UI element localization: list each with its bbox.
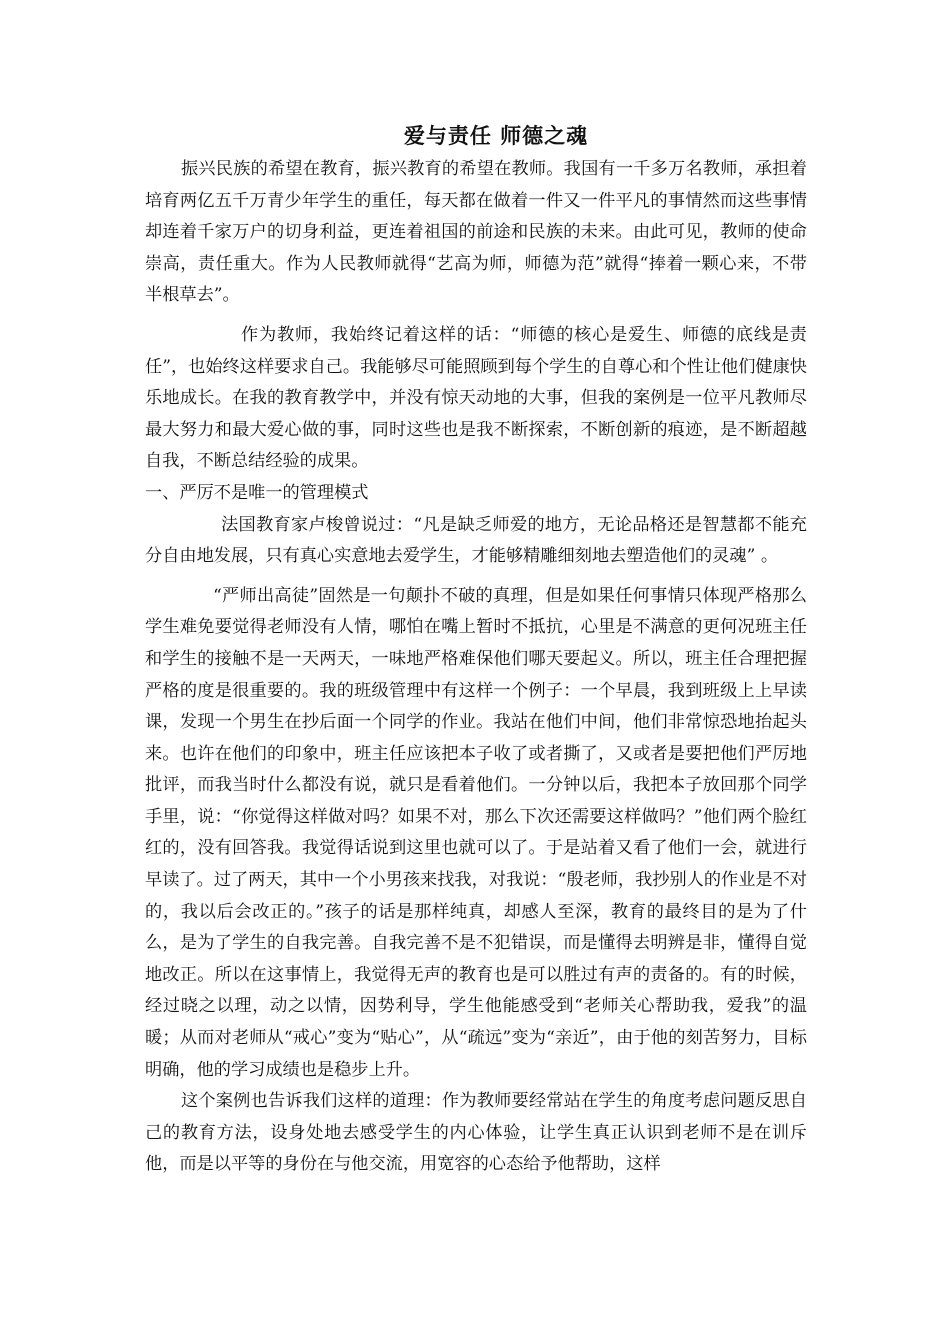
paragraph-lesson: 这个案例也告诉我们这样的道理：作为教师要经常站在学生的角度考虑问题反思自己的教育方法，设身处地去感受学生的内心体验，让学生真正认识到老师不是在训斥他，而是以平等的身份在与他交流，用宽容的心态给予他帮助，这样: [145, 1091, 807, 1175]
document-title: 爱与责任 师德之魂: [403, 124, 589, 148]
paragraph-rousseau-quote: 法国教育家卢梭曾说过：“凡是缺乏师爱的地方，无论品格还是智慧都不能充分自由地发展，只有真心实意地去爱学生，才能够精雕细刻地去塑造他们的灵魂” 。: [145, 514, 807, 567]
document-body: [145, 118, 807, 1181]
paragraph-case-study: “严师出高徒”固然是一句颠扑不破的真理，但是如果任何事情只体现严格那么学生难免要觉得老师没有人情，哪怕在嘴上暂时不抵抗，心里是不满意的更何况班主任和学生的接触不是一天两天，一味地严格难保他们哪天要起义。所以，班主任合理把握严格的度是很重要的。我的班级管理中有这样一个例子：一个早晨，我到班级上上早读课，发现一个男生在抄后面一个同学的作业。我站在他们中间，他们非常惊恐地抬起头来。也许在他们的印象中，班主任应该把本子收了或者撕了，又或者是要把他们严厉地批评，而我当时什么都没有说，就只是看着他们。一分钟以后，我把本子放回那个同学手里，说：“你觉得这样做对吗？如果不对，那么下次还需要这样做吗？”他们两个脸红红的，没有回答我。我觉得话说到这里也就可以了。于是站着又看了他们一会，就进行早读了。过了两天，其中一个小男孩来找我，对我说：“殷老师，我抄别人的作业是不对的，我以后会改正的。”孩子的话是那样纯真，却感人至深，教育的最终目的是为了什么，是为了学生的自我完善。自我完善不是不犯错误，而是懂得去明辨是非，懂得自觉地改正。所以在这事情上，我觉得无声的教育也是可以胜过有声的责备的。有的时候，经过晓之以理，动之以情，因势利导，学生他能感受到“老师关心帮助我，爱我”的温暖；从而对老师从“戒心”变为“贴心”，从“疏远”变为“亲近”，由于他的刻苦努力，目标明确，他的学习成绩也是稳步上升。: [145, 585, 807, 1080]
paragraph-teacher-duty: 作为教师，我始终记着这样的话：“师德的核心是爱生、师德的底线是责任”，也始终这样要求自己。我能够尽可能照顾到每个学生的自尊心和个性让他们健康快乐地成长。在我的教育教学中，并没有惊天动地的大事，但我的案例是一位平凡教师尽最大努力和最大爱心做的事，同时这些也是我不断探索，不断创新的痕迹，是不断超越自我，不断总结经验的成果。: [145, 324, 807, 472]
section-heading: 一、严厉不是唯一的管理模式: [145, 482, 369, 503]
paragraph-intro: 振兴民族的希望在教育，振兴教育的希望在教师。我国有一千多万名教师，承担着培育两亿五千万青少年学生的重任，每天都在做着一件又一件平凡的事情然而这些事情却连着千家万户的切身利益，更连着祖国的前途和民族的未来。由此可见，教师的使命崇高，责任重大。作为人民教师就得“艺高为师，师德为范”就得“捧着一颗心来，不带半根草去”。: [145, 159, 807, 306]
